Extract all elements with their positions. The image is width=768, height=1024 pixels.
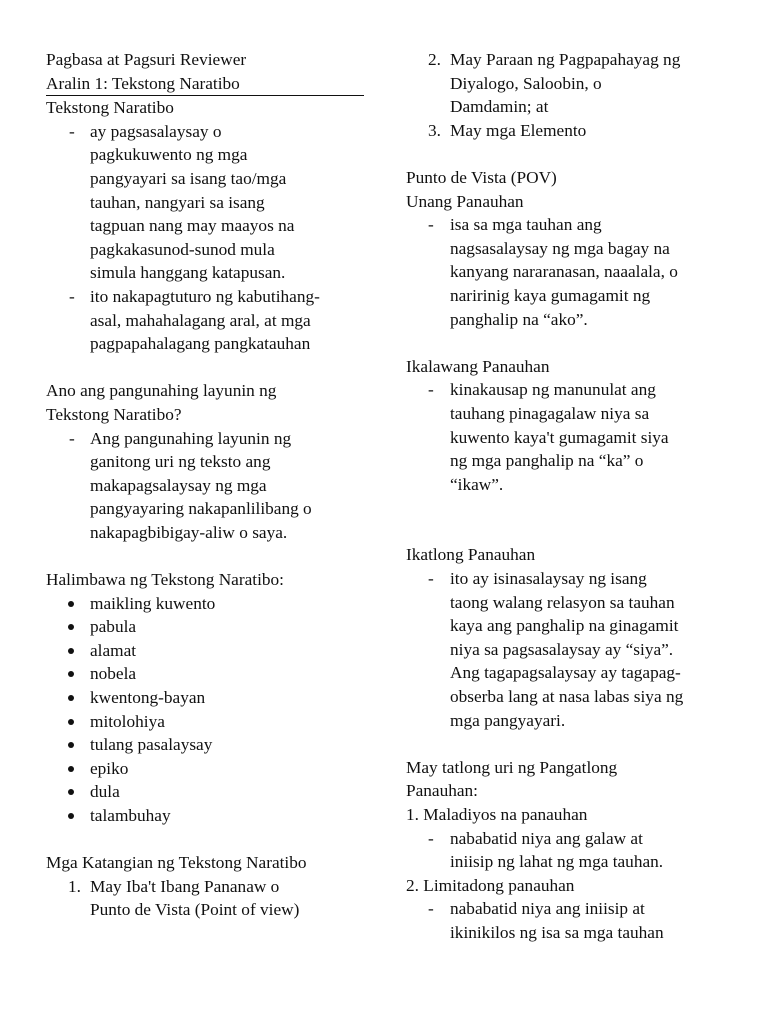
- dash-marker: -: [69, 121, 75, 141]
- third-person-heading: Ikatlong Panauhan: [406, 545, 536, 565]
- feature-item-1: 1. May Iba't Ibang Pananaw o Punto de Vista (Point of view): [68, 876, 300, 920]
- bullet-icon: [68, 766, 74, 772]
- example-item: alamat: [46, 639, 364, 663]
- list-number: 3.: [428, 120, 441, 140]
- dash-marker: -: [428, 899, 434, 919]
- second-person-item: - kinakausap ng manunulat ang tauhang pinagagalaw niya sa kuwento kaya't gumagamit siya ng mga panghalip na “ka” o “ikaw”.: [428, 380, 669, 494]
- right-column: [406, 48, 736, 945]
- first-person-heading: Unang Panauhan: [406, 191, 524, 211]
- bullet-icon: [68, 648, 74, 654]
- second-person-heading: Ikalawang Panauhan: [406, 356, 550, 376]
- dash-marker: -: [69, 286, 75, 306]
- bullet-icon: [68, 719, 74, 725]
- types-heading: May tatlong uri ng Pangatlong: [406, 757, 618, 777]
- purpose-heading: Ano ang pangunahing layunin ng: [46, 381, 277, 401]
- feature-item-3: 3. May mga Elemento: [406, 119, 736, 143]
- third-person-item: - ito ay isinasalaysay ng isang taong walang relasyon sa tauhan kaya ang panghalip na ginagamit niya sa pagsasalaysay ay “siya”. Ang tagapagsalaysay ay tagapag- obserba lang at nasa labas siya ng mga pangyayari.: [428, 569, 684, 730]
- example-item: epiko: [46, 757, 364, 781]
- definition-item-1: - ay pagsasalaysay o pagkukuwento ng mga pangyayari sa isang tao/mga tauhan, nangyari sa isang tagpuan nang may maayos na pagkakasunod-sunod mula simula hanggang katapusan.: [69, 121, 295, 283]
- example-item: mitolohiya: [46, 710, 364, 734]
- type-limited-title: 2. Limitadong panauhan: [406, 875, 575, 895]
- example-item: talambuhay: [46, 804, 364, 828]
- type-omniscient-item: - nababatid niya ang galaw at iniisip ng lahat ng mga tauhan.: [428, 828, 664, 872]
- example-item: dula: [46, 780, 364, 804]
- left-column: [46, 48, 364, 922]
- bullet-icon: [68, 695, 74, 701]
- dash-marker: -: [69, 428, 75, 448]
- example-item: maikling kuwento: [46, 592, 364, 616]
- feature-item-2: 2. May Paraan ng Pagpapahayag ng Diyalogo, Saloobin, o Damdamin; at: [428, 50, 681, 117]
- list-number: 2.: [428, 50, 441, 69]
- example-item: pabula: [46, 615, 364, 639]
- example-item: kwentong-bayan: [46, 686, 364, 710]
- example-item: tulang pasalaysay: [46, 733, 364, 757]
- definition-item-2: - ito nakapagtuturo ng kabutihang- asal, mahahalagang aral, at mga pagpapahalagang pangkatauhan: [69, 286, 320, 354]
- examples-heading: Halimbawa ng Tekstong Naratibo:: [46, 570, 284, 590]
- dash-marker: -: [428, 215, 434, 235]
- purpose-heading-cont: Tekstong Naratibo?: [46, 404, 182, 424]
- pov-heading: Punto de Vista (POV): [406, 167, 557, 187]
- reviewer-title: Pagbasa at Pagsuri Reviewer: [46, 50, 247, 69]
- example-item: nobela: [46, 662, 364, 686]
- purpose-item: - Ang pangunahing layunin ng ganitong uri ng teksto ang makapagsalaysay ng mga pangyayaring nakapanlilibang o nakapagbibigay-aliw o saya.: [69, 428, 312, 542]
- first-person-item: - isa sa mga tauhan ang nagsasalaysay ng mga bagay na kanyang nararanasan, naaalala, o naririnig kaya gumagamit ng panghalip na “ako”.: [428, 215, 678, 329]
- definition-heading: Tekstong Naratibo: [46, 98, 174, 118]
- type-limited-item: - nababatid niya ang iniisip at ikinikilos ng isa sa mga tauhan: [428, 899, 664, 942]
- dash-marker: -: [428, 380, 434, 400]
- type-omniscient-title: 1. Maladiyos na panauhan: [406, 805, 588, 824]
- list-number: 1.: [68, 876, 81, 896]
- bullet-icon: [68, 601, 74, 607]
- types-heading-cont: Panauhan:: [406, 781, 478, 801]
- dash-marker: -: [428, 828, 434, 848]
- lesson-title: Aralin 1: Tekstong Naratibo: [46, 72, 364, 97]
- features-heading: Mga Katangian ng Tekstong Naratibo: [46, 853, 307, 873]
- dash-marker: -: [428, 569, 434, 589]
- bullet-icon: [68, 813, 74, 819]
